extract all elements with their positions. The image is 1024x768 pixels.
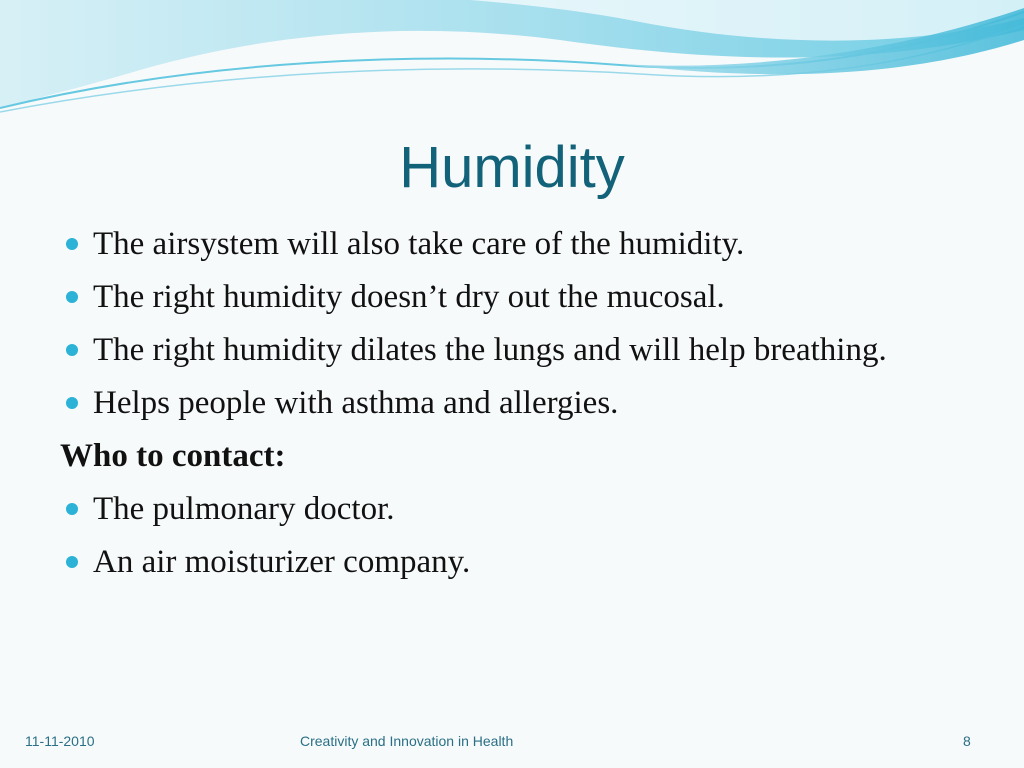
- bullet-icon: [66, 238, 78, 250]
- bullet-icon: [66, 344, 78, 356]
- slide-content: [60, 222, 960, 593]
- bullet-item: [60, 275, 960, 320]
- bullet-icon: [66, 556, 78, 568]
- footer-date: 11-11-2010: [25, 733, 95, 749]
- bullet-item: [60, 328, 960, 373]
- bullet-icon: [66, 291, 78, 303]
- bullet-text: Helps people with asthma and allergies.: [93, 385, 619, 421]
- page-number: 8: [963, 733, 971, 749]
- header-wave-decoration: [0, 0, 1024, 130]
- bullet-item: [60, 540, 960, 585]
- bullet-text: The airsystem will also take care of the humidity.: [93, 226, 745, 262]
- bullet-item: [60, 222, 960, 267]
- bullet-text: An air moisturizer company.: [93, 544, 471, 580]
- bullet-icon: [66, 503, 78, 515]
- slide-title: Humidity: [399, 135, 625, 200]
- bullet-icon: [66, 397, 78, 409]
- bullet-item: [60, 381, 960, 426]
- bullet-text: The right humidity dilates the lungs and will help breathing.: [93, 332, 887, 368]
- footer-title: Creativity and Innovation in Health: [300, 733, 514, 749]
- bullet-text: The pulmonary doctor.: [93, 491, 395, 527]
- bullet-item: [60, 487, 960, 532]
- contact-heading: Who to contact:: [60, 438, 286, 474]
- bullet-text: The right humidity doesn’t dry out the mucosal.: [93, 279, 725, 315]
